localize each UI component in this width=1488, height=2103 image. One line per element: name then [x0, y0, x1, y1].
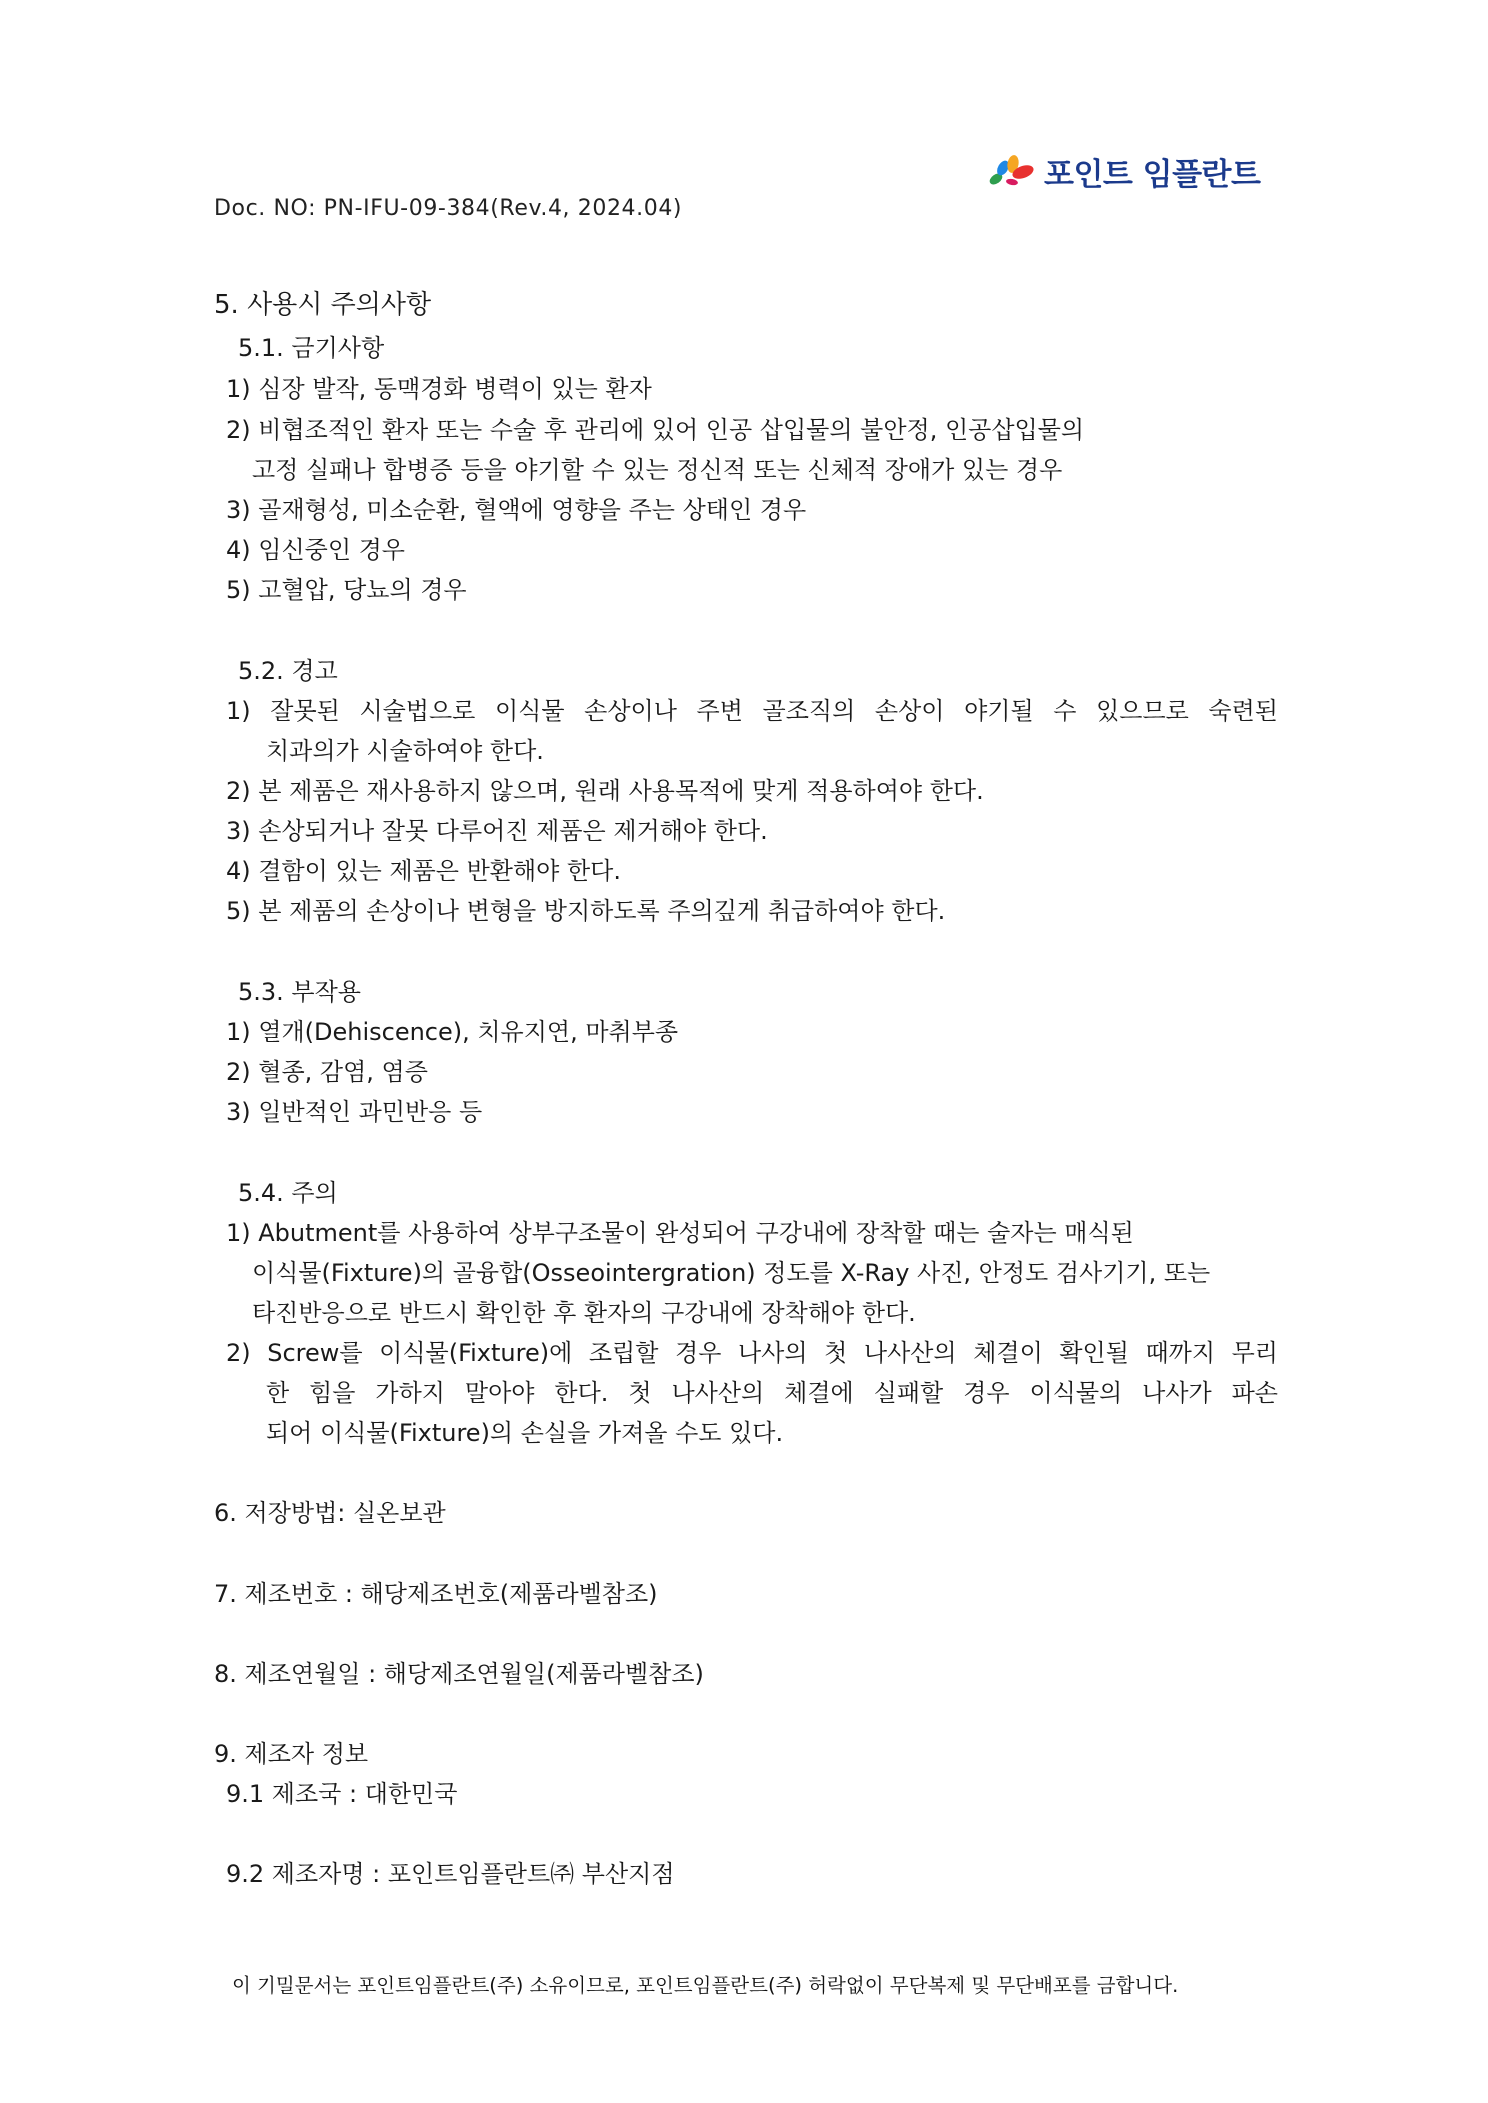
- list-item-continuation: 이식물(Fixture)의 골융합(Osseointergration) 정도를 X-Ray 사진, 안정도 검사기기, 또는: [252, 1259, 1211, 1287]
- list-item: 2) 본 제품은 재사용하지 않으며, 원래 사용목적에 맞게 적용하여야 한다.: [226, 777, 984, 805]
- list-item-continuation: 타진반응으로 반드시 확인한 후 환자의 구강내에 장착해야 한다.: [252, 1299, 916, 1327]
- list-item: 3) 골재형성, 미소순환, 혈액에 영향을 주는 상태인 경우: [226, 496, 807, 524]
- list-item: 2) Screw를 이식물(Fixture)에 조립할 경우 나사의 첫 나사산의 체결이 확인될 때까지 무리: [226, 1339, 1278, 1367]
- section-5-1-title: 5.1. 금기사항: [238, 334, 385, 362]
- section-8-manufacture-date: 8. 제조연월일 : 해당제조연월일(제품라벨참조): [214, 1660, 704, 1688]
- list-item: 2) 비협조적인 환자 또는 수술 후 관리에 있어 인공 삽입물의 불안정, 인공삽입물의: [226, 416, 1085, 444]
- section-7-lot-number: 7. 제조번호 : 해당제조번호(제품라벨참조): [214, 1580, 658, 1608]
- section-5-title: 5. 사용시 주의사항: [214, 290, 432, 320]
- list-item-continuation: 되어 이식물(Fixture)의 손실을 가져올 수도 있다.: [266, 1419, 784, 1447]
- section-9-1-country: 9.1 제조국 : 대한민국: [226, 1780, 458, 1808]
- list-item: 3) 일반적인 과민반응 등: [226, 1098, 483, 1126]
- list-item: 2) 혈종, 감염, 염증: [226, 1058, 428, 1086]
- confidential-notice: 이 기밀문서는 포인트임플란트(주) 소유이므로, 포인트임플란트(주) 허락없이 무단복제 및 무단배포를 금합니다.: [232, 1974, 1179, 1997]
- list-item-continuation: 고정 실패나 합병증 등을 야기할 수 있는 정신적 또는 신체적 장애가 있는 경우: [252, 456, 1063, 484]
- list-item: 5) 본 제품의 손상이나 변형을 방지하도록 주의깊게 취급하여야 한다.: [226, 897, 946, 925]
- list-item: 1) Abutment를 사용하여 상부구조물이 완성되어 구강내에 장착할 때는 술자는 매식된: [226, 1219, 1134, 1247]
- section-6-storage: 6. 저장방법: 실온보관: [214, 1499, 446, 1527]
- petal-logo-icon: [982, 149, 1038, 193]
- list-item: 3) 손상되거나 잘못 다루어진 제품은 제거해야 한다.: [226, 817, 768, 845]
- section-5-3-title: 5.3. 부작용: [238, 978, 361, 1006]
- list-item: 4) 임신중인 경우: [226, 536, 405, 564]
- list-item-continuation: 한 힘을 가하지 말아야 한다. 첫 나사산의 체결에 실패할 경우 이식물의 나사가 파손: [266, 1379, 1278, 1407]
- list-item-continuation: 치과의가 시술하여야 한다.: [266, 737, 544, 765]
- list-item: 4) 결함이 있는 제품은 반환해야 한다.: [226, 857, 621, 885]
- section-9-2-manufacturer: 9.2 제조자명 : 포인트임플란트㈜ 부산지점: [226, 1860, 675, 1888]
- list-item: 1) 심장 발작, 동맥경화 병력이 있는 환자: [226, 375, 652, 403]
- document-number: Doc. NO: PN-IFU-09-384(Rev.4, 2024.04): [214, 196, 683, 221]
- list-item: 5) 고혈압, 당뇨의 경우: [226, 576, 467, 604]
- list-item: 1) 잘못된 시술법으로 이식물 손상이나 주변 골조직의 손상이 야기될 수 있으므로 숙련된: [226, 697, 1278, 725]
- section-5-2-title: 5.2. 경고: [238, 657, 338, 685]
- company-logo: [982, 148, 1260, 194]
- logo-text: 포인트 임플란트: [1044, 156, 1261, 193]
- list-item: 1) 열개(Dehiscence), 치유지연, 마취부종: [226, 1018, 679, 1046]
- section-9-title: 9. 제조자 정보: [214, 1740, 369, 1768]
- section-5-4-title: 5.4. 주의: [238, 1179, 338, 1207]
